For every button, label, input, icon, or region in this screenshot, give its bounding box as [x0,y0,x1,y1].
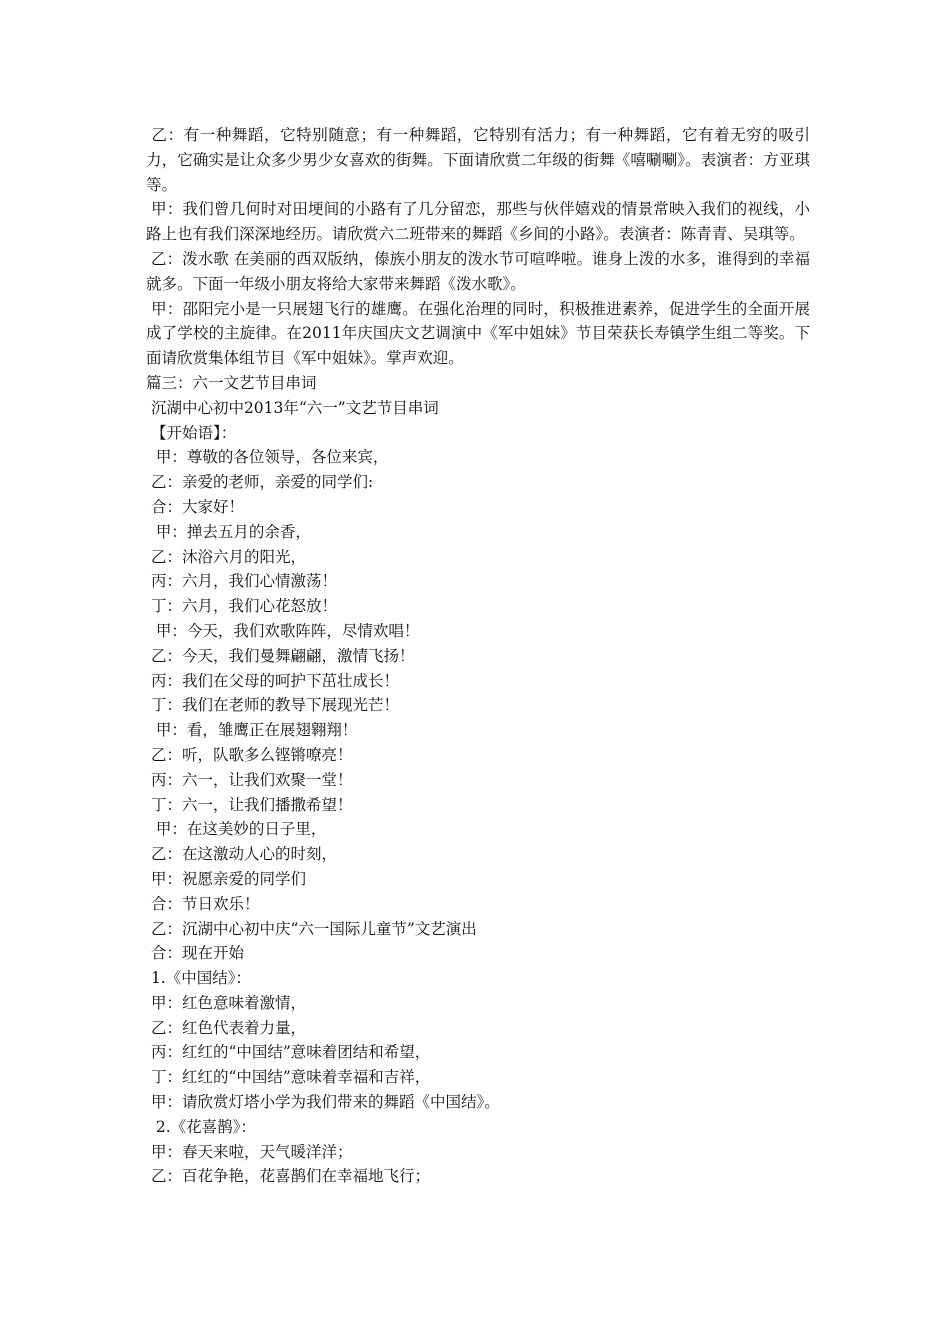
script-line: 合：现在开始 [146,944,244,963]
paragraph-country-road: 甲：我们曾几何时对田埂间的小路有了几分留恋，那些与伙伴嬉戏的情景常映入我们的视线，小路上也有我们深深地经历。请欣赏六二班带来的舞蹈《乡间的小路》。表演者：陈青青、吴琪等。 [146,200,810,244]
script-line: 乙：今天，我们曼舞翩翩，激情飞扬！ [146,646,415,665]
script-line: 丁：我们在老师的教导下展现光芒！ [146,696,399,715]
script-line: 甲：掸去五月的余香， [146,522,311,541]
script-line: 乙：在这激动人心的时刻， [146,845,337,864]
script-line: 甲：请欣赏灯塔小学为我们带来的舞蹈《中国结》。 [146,1093,500,1112]
script-line: 甲：红色意味着激情， [146,993,306,1012]
script-line: 丁：六一，让我们播撒希望！ [146,795,353,814]
program-heading: 2.《花喜鹊》： [146,1117,256,1136]
script-line: 丙：红红的“中国结”意味着团结和希望， [146,1043,431,1062]
script-line: 乙：沐浴六月的阳光， [146,547,306,566]
program-heading: 1.《中国结》： [146,969,251,988]
script-line: 甲：今天，我们欢歌阵阵，尽情欢唱！ [146,621,420,640]
script-line: 甲：尊敬的各位领导，各位来宾， [146,448,389,467]
script-line: 丙：六月，我们心情激荡！ [146,572,337,591]
script-line: 乙：亲爱的老师，亲爱的同学们: [146,473,374,492]
script-line: 甲：看，雏鹰正在展翅翱翔！ [146,721,358,740]
script-line: 乙：听，队歌多么铿锵嘹亮！ [146,745,353,764]
script-line: 丙：我们在父母的呵护下茁壮成长！ [146,671,399,690]
script-line: 丁：红红的“中国结”意味着幸福和吉祥， [146,1068,431,1087]
document-title: 沉湖中心初中2013年“六一”文艺节目串词 [146,398,439,417]
opening-heading: 【开始语】： [146,423,237,442]
paragraph-army-sisters: 甲：邵阳完小是一只展翅飞行的雄鹰。在强化治理的同时，积极推进素养，促进学生的全面开展成了学校的主旋律。在2011年庆国庆文艺调演中《军中姐妹》节目荣获长寿镇学生组二等奖。下面请欣赏集体组节目《军中姐妹》。掌声欢迎。 [146,299,810,368]
paragraph-water-song: 乙：泼水歌 在美丽的西双版纳，傣族小朋友的泼水节可喧哗啦。谁身上泼的水多，谁得到的幸福就多。下面一年级小朋友将给大家带来舞蹈《泼水歌》。 [146,249,810,293]
script-line: 甲：祝愿亲爱的同学们 [146,869,306,888]
section-heading: 篇三：六一文艺节目串词 [146,373,317,392]
script-line: 合：节日欢乐！ [146,894,260,913]
script-line: 乙：沉湖中心初中庆“六一国际儿童节”文艺演出 [146,919,477,938]
paragraph-street-dance: 乙：有一种舞蹈，它特别随意；有一种舞蹈，它特别有活力；有一种舞蹈，它有着无穷的吸引力，它确实是让众多少男少女喜欢的街舞。下面请欣赏二年级的街舞《嘻唰唰》。表演者：方亚琪等。 [146,126,810,194]
script-line: 乙：红色代表着力量， [146,1018,306,1037]
script-line: 合：大家好！ [146,497,244,516]
script-line: 乙：百花争艳，花喜鹊们在幸福地飞行； [146,1167,430,1186]
script-line: 甲：春天来啦，天气暖洋洋； [146,1142,353,1161]
script-line: 丁：六月，我们心花怒放！ [146,597,337,616]
script-line: 甲：在这美妙的日子里， [146,820,327,839]
document-body [146,123,810,1189]
script-line: 丙：六一，让我们欢聚一堂！ [146,770,353,789]
